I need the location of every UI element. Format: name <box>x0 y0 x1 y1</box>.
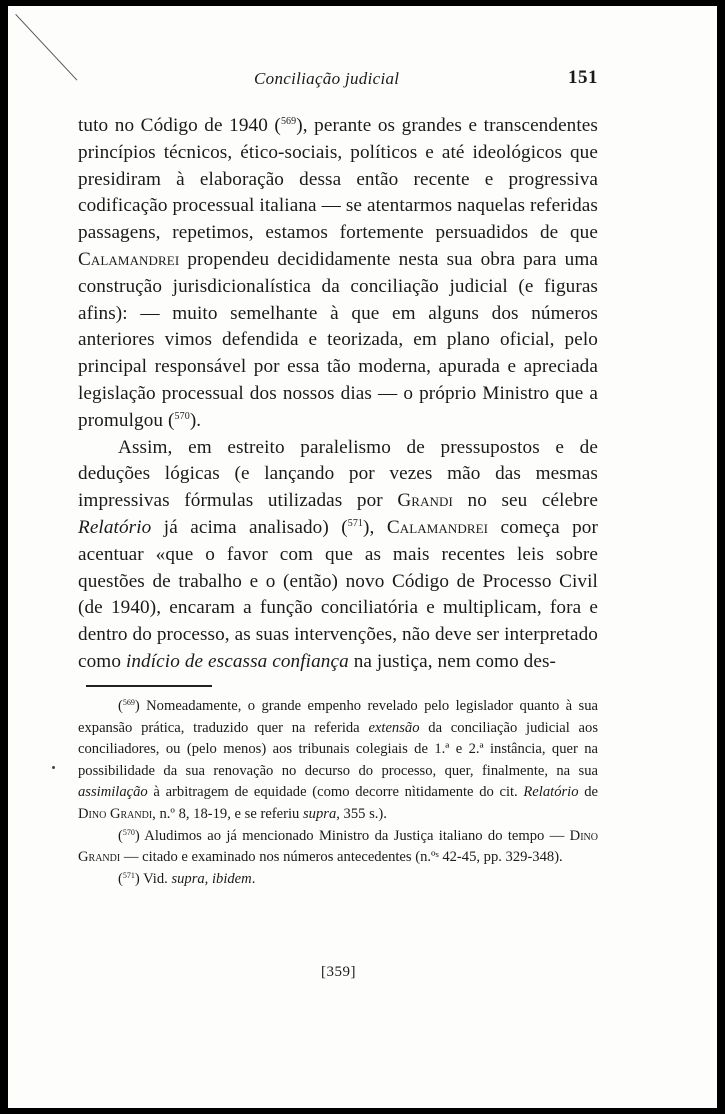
text-segment: começa por acentuar «que o favor com que as mais recentes leis sobre questões de trabalho e o (então) novo Código de Processo Civil (de 1940), encaram a função conciliatória e multiplicam, fora e dentro do processo, as suas intervenções, não deve ser interpretado como <box>78 516 598 672</box>
text-segment: ). <box>189 409 202 431</box>
text-segment: ( <box>118 827 123 844</box>
text-segment: ( <box>118 698 123 714</box>
author-name: Dino Grandi <box>78 805 153 822</box>
text-segment: ) Nomeadamente, o grande empenho revelado pelo legislador quanto à sua expansão prática, traduzido quer na referida <box>78 698 598 736</box>
emphasis-text: Relatório <box>523 784 579 801</box>
running-title: Conciliação judicial <box>254 69 400 88</box>
author-name: Grandi <box>397 490 453 512</box>
footnote-separator <box>86 685 212 687</box>
scan-speck <box>52 766 55 769</box>
author-name: Calamandrei <box>78 248 180 270</box>
text-segment: ) Vid. <box>134 870 172 887</box>
text-segment: tuto no Código de 1940 ( <box>78 115 281 136</box>
page-number: 151 <box>568 67 598 88</box>
text-segment: . <box>251 870 256 887</box>
scan-corner-mark <box>15 14 77 81</box>
emphasis-text: Relatório <box>78 516 152 538</box>
footnote <box>78 869 598 891</box>
page-header <box>78 68 598 96</box>
footnote-reference: 571 <box>122 870 135 880</box>
text-segment: , n.º 8, 18-19, e se referiu <box>152 805 303 822</box>
footnote-reference: 570 <box>122 827 135 837</box>
emphasis-text: indício de escassa confiança <box>125 650 349 672</box>
author-name: Dino Grandi <box>78 827 598 866</box>
text-segment: , 355 s.). <box>336 805 387 822</box>
emphasis-text: supra <box>303 805 337 822</box>
text-segment: na justiça, nem como des- <box>348 650 557 672</box>
emphasis-text: extensão <box>368 719 420 736</box>
main-text <box>78 113 598 676</box>
footnote <box>78 826 598 869</box>
footnote-reference: 569 <box>122 698 135 707</box>
text-segment: ), <box>363 516 387 538</box>
text-segment: ( <box>118 870 123 887</box>
footnote <box>78 696 598 826</box>
text-segment: propendeu decididamente nesta sua obra para uma construção jurisdicionalística da conciliação judicial (e figuras afins): — muito semelhante à que em alguns dos números anteriores vimos defendida e teorizada, em plano oficial, pelo principal responsável por essa tão moderna, apurada e apreciada legislação processual dos nossos dias — o próprio Ministro que a promulgou ( <box>78 248 598 431</box>
author-name: Calamandrei <box>386 516 489 538</box>
text-segment: da conciliação judicial aos conciliadores, ou (pelo menos) aos tribunais colegiais de 1.ª e 2.ª instância, quer na possibilidade da sua renovação no decurso do processo, quer, finalmente, na sua <box>78 719 599 779</box>
paragraph <box>78 435 598 676</box>
text-segment: Assim, em estreito paralelismo de pressupostos e de deduções lógicas (e lançando por vezes mão das mesmas impressivas fórmulas utilizadas por <box>78 436 598 512</box>
footnote-reference: 570 <box>174 410 190 422</box>
footnote-reference: 569 <box>280 116 297 127</box>
text-segment: — citado e examinado nos números antecedentes (n.ºˢ 42-45, pp. 329-348). <box>120 849 563 866</box>
emphasis-text: assimilação <box>78 784 148 801</box>
footnotes <box>78 696 598 890</box>
text-segment: já acima analisado) ( <box>151 516 348 538</box>
footnote-reference: 571 <box>347 517 364 529</box>
text-segment: ) Aludimos ao já mencionado Ministro da Justiça italiano do tempo — <box>134 827 570 844</box>
folio-number: [359] <box>321 964 356 980</box>
text-segment: à arbitragem de equidade (como decorre nìtidamente do cit. <box>147 784 524 801</box>
emphasis-text: supra, ibidem <box>171 870 252 887</box>
paragraph <box>78 113 598 435</box>
text-segment: ), perante os grandes e transcendentes princípios técnicos, ético-sociais, políticos e até ideológicos que presidiram à elaboração dessa então recente e progressiva codificação processual italiana — se atentarmos naquelas referidas passagens, repetimos, estamos fortemente persuadidos de que <box>78 115 598 244</box>
text-segment: no seu célebre <box>452 490 598 512</box>
book-page <box>8 6 717 1108</box>
text-segment: de <box>578 784 598 801</box>
